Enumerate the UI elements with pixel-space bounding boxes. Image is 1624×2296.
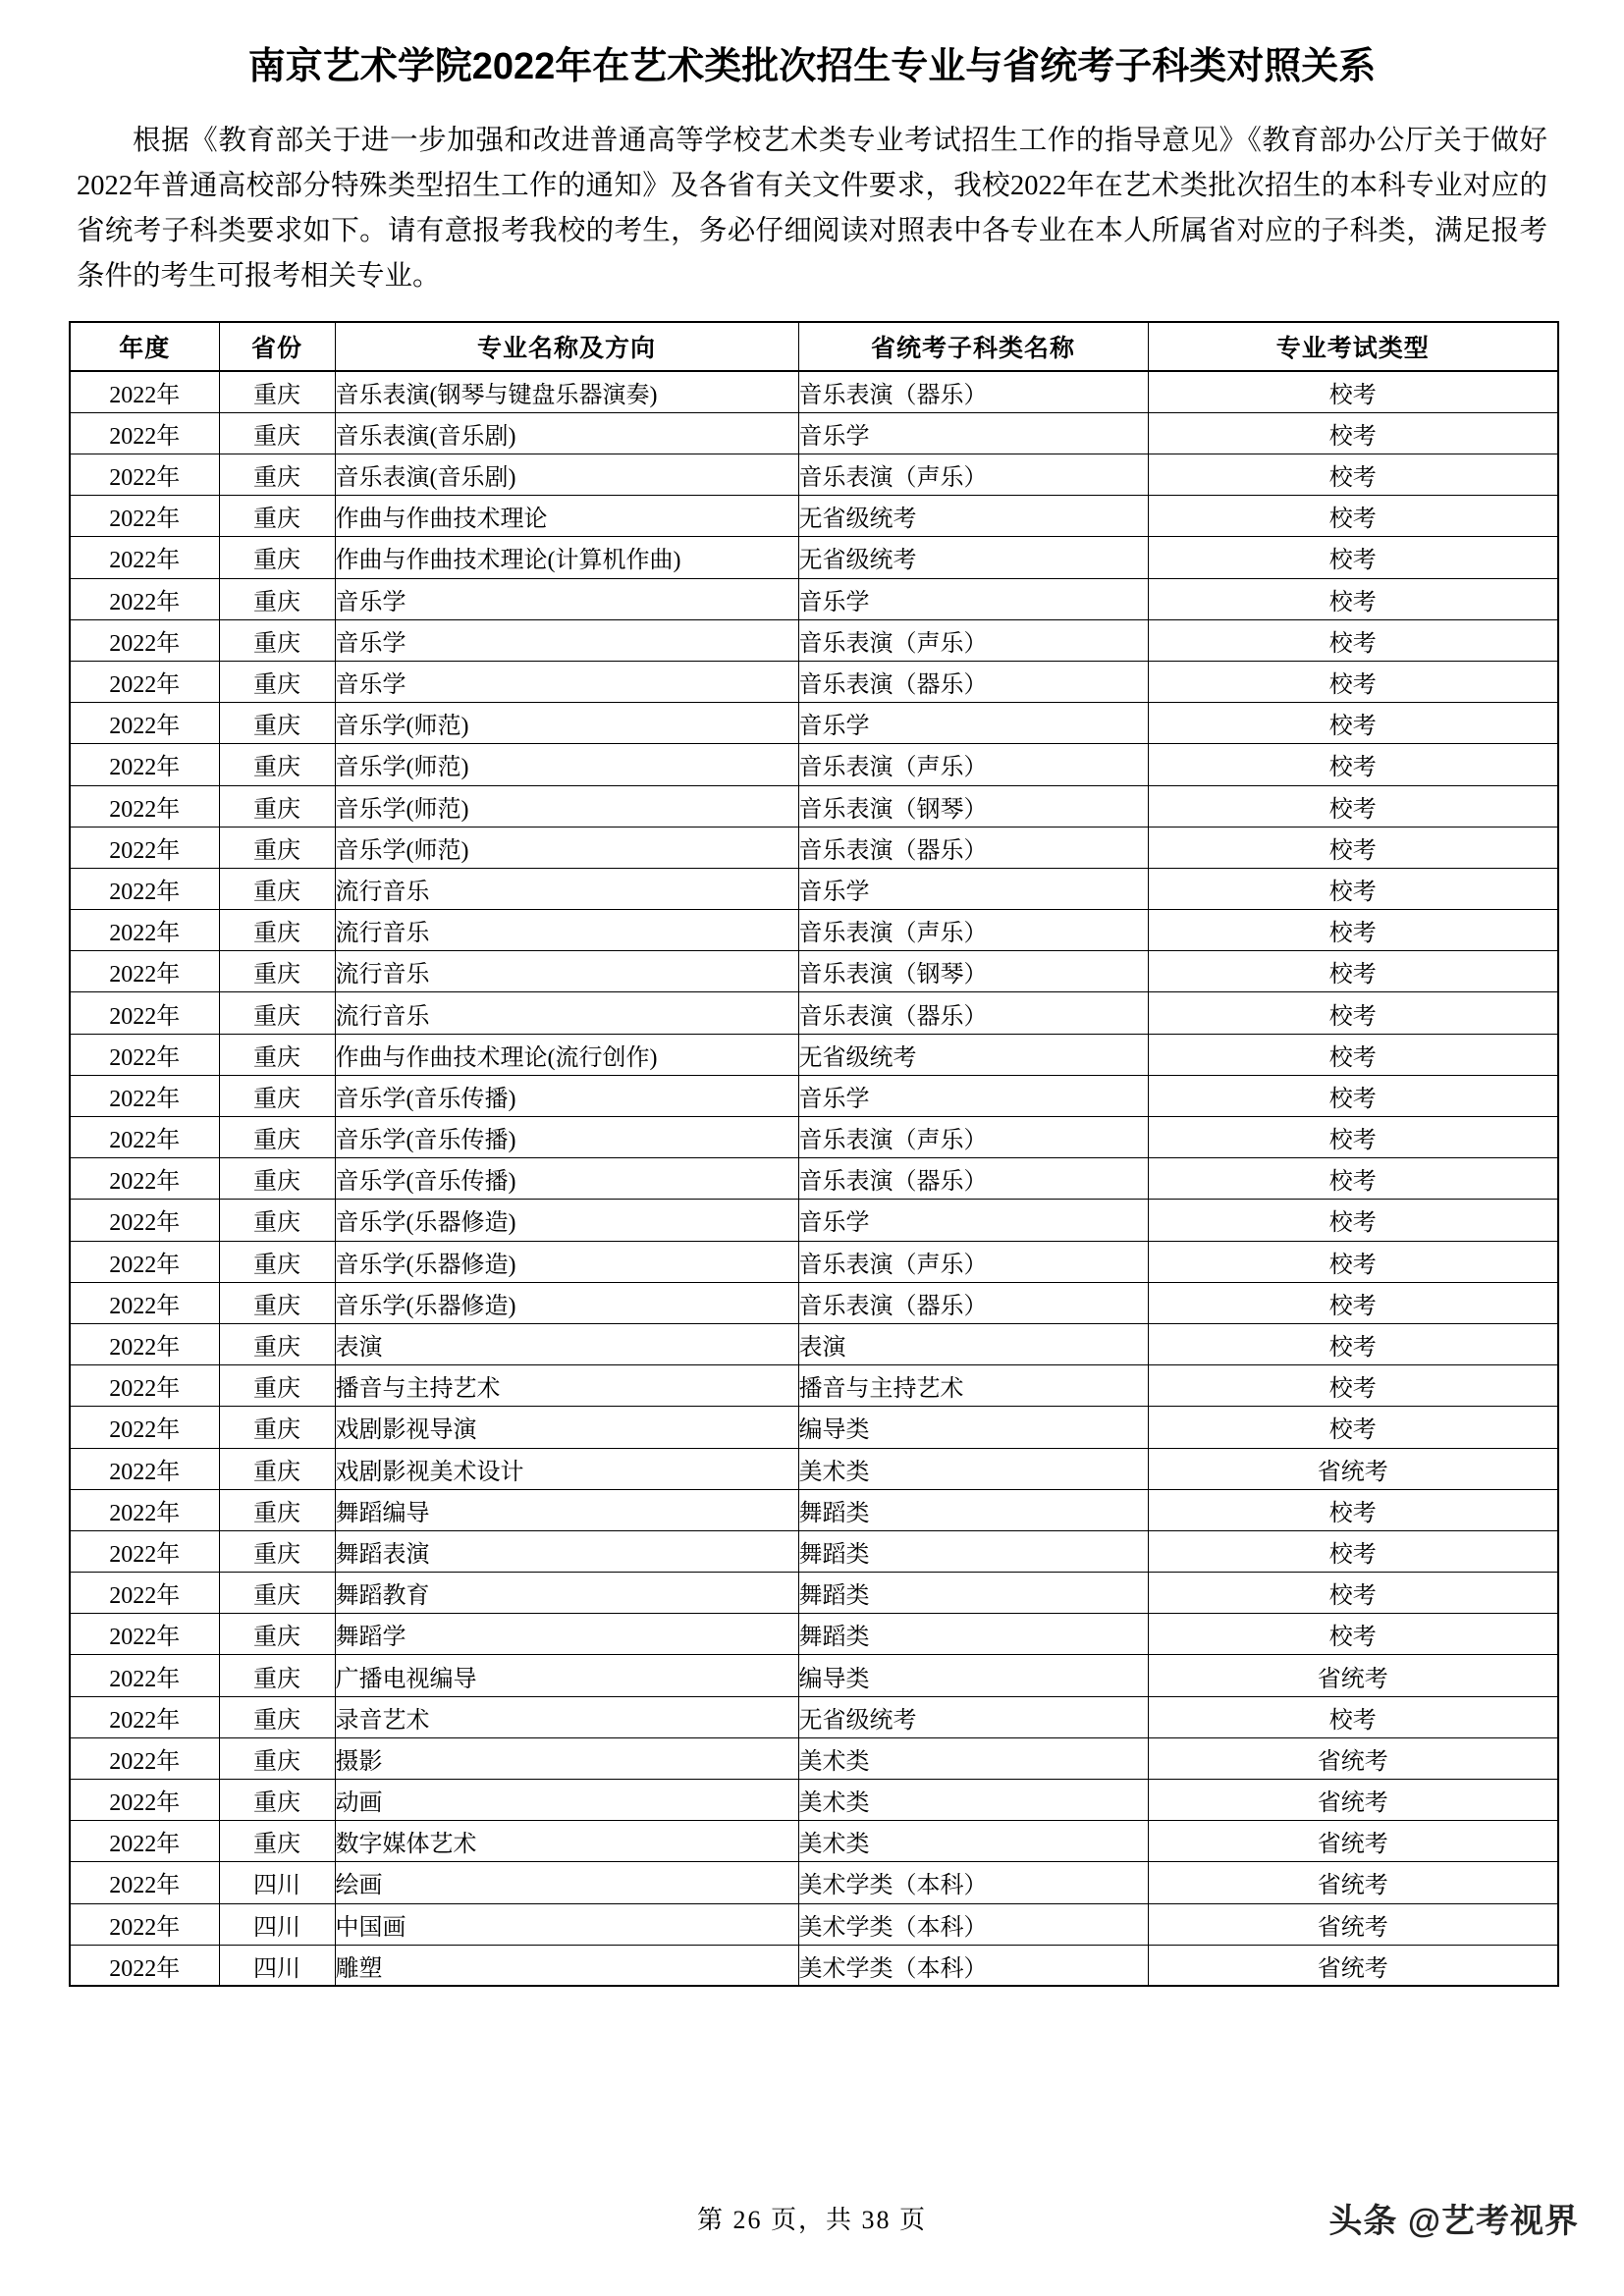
page-footer	[0, 2200, 1624, 2245]
table-row	[70, 1945, 1558, 1986]
table-row	[70, 1407, 1558, 1448]
cell-exam-type: 校考	[1148, 785, 1558, 827]
cell-exam-type: 校考	[1148, 1489, 1558, 1530]
cell-province: 重庆	[219, 1282, 335, 1323]
column-header-exam-type: 专业考试类型	[1148, 322, 1558, 371]
cell-subject: 音乐学	[798, 868, 1148, 909]
cell-subject: 美术学类（本科）	[798, 1945, 1148, 1986]
cell-province: 重庆	[219, 1448, 335, 1489]
cell-year: 2022年	[70, 1696, 219, 1737]
table-row	[70, 412, 1558, 454]
table-row	[70, 1903, 1558, 1945]
cell-year: 2022年	[70, 496, 219, 537]
cell-year: 2022年	[70, 785, 219, 827]
cell-exam-type: 省统考	[1148, 1903, 1558, 1945]
cell-province: 重庆	[219, 1780, 335, 1821]
cell-year: 2022年	[70, 703, 219, 744]
cell-exam-type: 校考	[1148, 578, 1558, 619]
cell-province: 重庆	[219, 454, 335, 496]
cell-exam-type: 校考	[1148, 661, 1558, 702]
cell-subject: 音乐学	[798, 412, 1148, 454]
cell-exam-type: 校考	[1148, 868, 1558, 909]
cell-exam-type: 校考	[1148, 1365, 1558, 1407]
page-title: 南京艺术学院2022年在艺术类批次招生专业与省统考子科类对照关系	[247, 46, 1377, 87]
cell-year: 2022年	[70, 1282, 219, 1323]
cell-province: 重庆	[219, 1530, 335, 1572]
cell-year: 2022年	[70, 1862, 219, 1903]
cell-major: 舞蹈编导	[335, 1489, 798, 1530]
cell-province: 重庆	[219, 1117, 335, 1158]
cell-year: 2022年	[70, 1075, 219, 1116]
cell-subject: 舞蹈类	[798, 1573, 1148, 1614]
cell-province: 重庆	[219, 1489, 335, 1530]
cell-year: 2022年	[70, 1448, 219, 1489]
cell-exam-type: 校考	[1148, 1573, 1558, 1614]
table-row	[70, 868, 1558, 909]
cell-year: 2022年	[70, 619, 219, 661]
cell-exam-type: 校考	[1148, 1282, 1558, 1323]
cell-exam-type: 省统考	[1148, 1448, 1558, 1489]
cell-major: 音乐学	[335, 619, 798, 661]
cell-year: 2022年	[70, 454, 219, 496]
cell-year: 2022年	[70, 868, 219, 909]
major-subject-comparison-table	[69, 321, 1559, 1987]
cell-subject: 音乐表演（器乐）	[798, 1158, 1148, 1200]
cell-year: 2022年	[70, 910, 219, 951]
cell-exam-type: 省统考	[1148, 1737, 1558, 1779]
cell-year: 2022年	[70, 1158, 219, 1200]
cell-exam-type: 省统考	[1148, 1780, 1558, 1821]
cell-major: 播音与主持艺术	[335, 1365, 798, 1407]
cell-province: 重庆	[219, 1821, 335, 1862]
cell-province: 重庆	[219, 537, 335, 578]
cell-province: 重庆	[219, 1200, 335, 1241]
table-row	[70, 454, 1558, 496]
cell-province: 重庆	[219, 1573, 335, 1614]
cell-major: 绘画	[335, 1862, 798, 1903]
cell-subject: 音乐学	[798, 578, 1148, 619]
cell-province: 重庆	[219, 910, 335, 951]
cell-exam-type: 省统考	[1148, 1655, 1558, 1696]
cell-major: 流行音乐	[335, 868, 798, 909]
cell-major: 音乐学(乐器修造)	[335, 1282, 798, 1323]
cell-province: 四川	[219, 1903, 335, 1945]
table-row	[70, 1158, 1558, 1200]
cell-subject: 美术类	[798, 1448, 1148, 1489]
cell-year: 2022年	[70, 1117, 219, 1158]
cell-major: 音乐学(师范)	[335, 785, 798, 827]
cell-exam-type: 校考	[1148, 992, 1558, 1034]
cell-subject: 无省级统考	[798, 1696, 1148, 1737]
cell-exam-type: 校考	[1148, 1158, 1558, 1200]
table-row	[70, 1365, 1558, 1407]
table-row	[70, 1780, 1558, 1821]
cell-major: 戏剧影视导演	[335, 1407, 798, 1448]
cell-province: 重庆	[219, 661, 335, 702]
cell-province: 重庆	[219, 1158, 335, 1200]
cell-major: 流行音乐	[335, 951, 798, 992]
table-row	[70, 1737, 1558, 1779]
cell-major: 舞蹈学	[335, 1614, 798, 1655]
cell-exam-type: 校考	[1148, 1075, 1558, 1116]
cell-major: 表演	[335, 1323, 798, 1364]
cell-exam-type: 校考	[1148, 1407, 1558, 1448]
comparison-table-wrapper	[69, 321, 1555, 1987]
cell-subject: 舞蹈类	[798, 1614, 1148, 1655]
cell-subject: 美术类	[798, 1737, 1148, 1779]
cell-subject: 无省级统考	[798, 1034, 1148, 1075]
cell-year: 2022年	[70, 578, 219, 619]
cell-major: 流行音乐	[335, 910, 798, 951]
cell-province: 重庆	[219, 868, 335, 909]
table-row	[70, 1573, 1558, 1614]
column-header-major: 专业名称及方向	[335, 322, 798, 371]
table-head	[70, 322, 1558, 371]
cell-subject: 美术类	[798, 1821, 1148, 1862]
cell-subject: 无省级统考	[798, 537, 1148, 578]
cell-subject: 美术学类（本科）	[798, 1903, 1148, 1945]
table-row	[70, 1323, 1558, 1364]
cell-year: 2022年	[70, 951, 219, 992]
cell-subject: 音乐表演（钢琴）	[798, 951, 1148, 992]
cell-province: 重庆	[219, 827, 335, 868]
cell-subject: 音乐表演（器乐）	[798, 827, 1148, 868]
cell-major: 音乐表演(音乐剧)	[335, 454, 798, 496]
cell-province: 重庆	[219, 578, 335, 619]
cell-exam-type: 校考	[1148, 537, 1558, 578]
cell-subject: 音乐表演（声乐）	[798, 744, 1148, 785]
table-row	[70, 1117, 1558, 1158]
cell-subject: 美术学类（本科）	[798, 1862, 1148, 1903]
cell-province: 重庆	[219, 1241, 335, 1282]
table-row	[70, 951, 1558, 992]
table-row	[70, 1241, 1558, 1282]
cell-exam-type: 校考	[1148, 1696, 1558, 1737]
cell-major: 雕塑	[335, 1945, 798, 1986]
cell-major: 音乐表演(钢琴与键盘乐器演奏)	[335, 371, 798, 412]
cell-subject: 舞蹈类	[798, 1489, 1148, 1530]
cell-subject: 美术类	[798, 1780, 1148, 1821]
cell-exam-type: 校考	[1148, 1034, 1558, 1075]
cell-exam-type: 校考	[1148, 412, 1558, 454]
cell-subject: 音乐表演（声乐）	[798, 454, 1148, 496]
cell-year: 2022年	[70, 827, 219, 868]
cell-exam-type: 校考	[1148, 1323, 1558, 1364]
cell-subject: 音乐表演（钢琴）	[798, 785, 1148, 827]
cell-major: 戏剧影视美术设计	[335, 1448, 798, 1489]
cell-subject: 音乐表演（声乐）	[798, 619, 1148, 661]
cell-province: 四川	[219, 1945, 335, 1986]
column-header-subject: 省统考子科类名称	[798, 322, 1148, 371]
cell-year: 2022年	[70, 1034, 219, 1075]
cell-year: 2022年	[70, 1530, 219, 1572]
cell-major: 音乐学	[335, 661, 798, 702]
cell-major: 舞蹈教育	[335, 1573, 798, 1614]
cell-subject: 音乐表演（器乐）	[798, 992, 1148, 1034]
table-row	[70, 1696, 1558, 1737]
cell-province: 重庆	[219, 951, 335, 992]
cell-major: 音乐学(乐器修造)	[335, 1200, 798, 1241]
table-row	[70, 1034, 1558, 1075]
cell-year: 2022年	[70, 1737, 219, 1779]
cell-exam-type: 校考	[1148, 1614, 1558, 1655]
table-row	[70, 371, 1558, 412]
cell-year: 2022年	[70, 1614, 219, 1655]
intro-paragraph: 根据《教育部关于进一步加强和改进普通高等学校艺术类专业考试招生工作的指导意见》《教育部办公厅关于做好2022年普通高校部分特殊类型招生工作的通知》及各省有关文件要求，我校2022年在艺术类批次招生的本科专业对应的省统考子科类要求如下。请有意报考我校的考生，务必仔细阅读对照表中各专业在本人所属省对应的子科类，满足报考条件的考生可报考相关专业。	[77, 125, 1547, 292]
cell-major: 音乐学(音乐传播)	[335, 1117, 798, 1158]
cell-year: 2022年	[70, 1573, 219, 1614]
page-number: 第 26 页，共 38 页	[696, 2206, 927, 2234]
cell-exam-type: 校考	[1148, 703, 1558, 744]
cell-exam-type: 校考	[1148, 496, 1558, 537]
cell-province: 重庆	[219, 1323, 335, 1364]
cell-major: 动画	[335, 1780, 798, 1821]
cell-subject: 音乐学	[798, 703, 1148, 744]
cell-year: 2022年	[70, 1945, 219, 1986]
cell-province: 重庆	[219, 619, 335, 661]
cell-province: 重庆	[219, 496, 335, 537]
table-row	[70, 1530, 1558, 1572]
cell-province: 重庆	[219, 371, 335, 412]
cell-major: 音乐学(师范)	[335, 744, 798, 785]
cell-major: 流行音乐	[335, 992, 798, 1034]
column-header-year: 年度	[70, 322, 219, 371]
cell-province: 重庆	[219, 703, 335, 744]
table-row	[70, 703, 1558, 744]
column-header-province: 省份	[219, 322, 335, 371]
table-row	[70, 1821, 1558, 1862]
cell-exam-type: 省统考	[1148, 1862, 1558, 1903]
cell-major: 作曲与作曲技术理论	[335, 496, 798, 537]
cell-subject: 音乐表演（器乐）	[798, 371, 1148, 412]
cell-year: 2022年	[70, 992, 219, 1034]
watermark: 头条 @艺考视界	[1328, 2203, 1579, 2240]
cell-subject: 音乐表演（声乐）	[798, 1241, 1148, 1282]
cell-year: 2022年	[70, 412, 219, 454]
table-row	[70, 578, 1558, 619]
cell-exam-type: 省统考	[1148, 1945, 1558, 1986]
cell-major: 中国画	[335, 1903, 798, 1945]
cell-major: 音乐表演(音乐剧)	[335, 412, 798, 454]
cell-year: 2022年	[70, 1655, 219, 1696]
cell-year: 2022年	[70, 1407, 219, 1448]
table-row	[70, 1655, 1558, 1696]
cell-province: 重庆	[219, 744, 335, 785]
cell-province: 重庆	[219, 412, 335, 454]
cell-year: 2022年	[70, 1903, 219, 1945]
cell-major: 音乐学	[335, 578, 798, 619]
cell-year: 2022年	[70, 1241, 219, 1282]
table-row	[70, 537, 1558, 578]
table-row	[70, 661, 1558, 702]
cell-province: 重庆	[219, 1034, 335, 1075]
cell-year: 2022年	[70, 1200, 219, 1241]
cell-subject: 舞蹈类	[798, 1530, 1148, 1572]
table-body	[70, 371, 1558, 1986]
table-header-row	[70, 322, 1558, 371]
cell-subject: 音乐学	[798, 1200, 1148, 1241]
cell-subject: 音乐表演（声乐）	[798, 910, 1148, 951]
cell-major: 作曲与作曲技术理论(流行创作)	[335, 1034, 798, 1075]
cell-exam-type: 校考	[1148, 744, 1558, 785]
cell-year: 2022年	[70, 661, 219, 702]
cell-major: 作曲与作曲技术理论(计算机作曲)	[335, 537, 798, 578]
cell-subject: 音乐表演（声乐）	[798, 1117, 1148, 1158]
cell-subject: 表演	[798, 1323, 1148, 1364]
cell-year: 2022年	[70, 537, 219, 578]
cell-major: 数字媒体艺术	[335, 1821, 798, 1862]
cell-subject: 音乐表演（器乐）	[798, 661, 1148, 702]
cell-exam-type: 校考	[1148, 951, 1558, 992]
cell-exam-type: 省统考	[1148, 1821, 1558, 1862]
cell-province: 重庆	[219, 1075, 335, 1116]
cell-major: 音乐学(音乐传播)	[335, 1075, 798, 1116]
cell-exam-type: 校考	[1148, 619, 1558, 661]
cell-exam-type: 校考	[1148, 1200, 1558, 1241]
cell-exam-type: 校考	[1148, 1117, 1558, 1158]
table-row	[70, 1282, 1558, 1323]
table-row	[70, 1448, 1558, 1489]
cell-year: 2022年	[70, 1323, 219, 1364]
cell-subject: 音乐表演（器乐）	[798, 1282, 1148, 1323]
table-row	[70, 619, 1558, 661]
cell-major: 音乐学(音乐传播)	[335, 1158, 798, 1200]
table-row	[70, 496, 1558, 537]
table-row	[70, 744, 1558, 785]
table-row	[70, 827, 1558, 868]
cell-major: 音乐学(乐器修造)	[335, 1241, 798, 1282]
cell-province: 重庆	[219, 1407, 335, 1448]
cell-year: 2022年	[70, 744, 219, 785]
cell-province: 重庆	[219, 1614, 335, 1655]
cell-major: 舞蹈表演	[335, 1530, 798, 1572]
cell-province: 重庆	[219, 1737, 335, 1779]
cell-province: 四川	[219, 1862, 335, 1903]
cell-year: 2022年	[70, 1821, 219, 1862]
cell-subject: 音乐学	[798, 1075, 1148, 1116]
cell-province: 重庆	[219, 1655, 335, 1696]
cell-year: 2022年	[70, 371, 219, 412]
cell-subject: 无省级统考	[798, 496, 1148, 537]
cell-major: 音乐学(师范)	[335, 827, 798, 868]
cell-major: 录音艺术	[335, 1696, 798, 1737]
table-row	[70, 1614, 1558, 1655]
table-row	[70, 785, 1558, 827]
cell-exam-type: 校考	[1148, 1241, 1558, 1282]
cell-year: 2022年	[70, 1489, 219, 1530]
cell-province: 重庆	[219, 785, 335, 827]
cell-year: 2022年	[70, 1780, 219, 1821]
cell-major: 摄影	[335, 1737, 798, 1779]
table-row	[70, 1489, 1558, 1530]
cell-province: 重庆	[219, 992, 335, 1034]
cell-major: 音乐学(师范)	[335, 703, 798, 744]
cell-exam-type: 校考	[1148, 371, 1558, 412]
cell-year: 2022年	[70, 1365, 219, 1407]
cell-province: 重庆	[219, 1365, 335, 1407]
table-row	[70, 910, 1558, 951]
table-row	[70, 1200, 1558, 1241]
table-row	[70, 1862, 1558, 1903]
cell-exam-type: 校考	[1148, 910, 1558, 951]
cell-province: 重庆	[219, 1696, 335, 1737]
cell-exam-type: 校考	[1148, 454, 1558, 496]
cell-major: 广播电视编导	[335, 1655, 798, 1696]
cell-exam-type: 校考	[1148, 827, 1558, 868]
cell-subject: 播音与主持艺术	[798, 1365, 1148, 1407]
cell-exam-type: 校考	[1148, 1530, 1558, 1572]
cell-subject: 编导类	[798, 1407, 1148, 1448]
cell-subject: 编导类	[798, 1655, 1148, 1696]
table-row	[70, 992, 1558, 1034]
table-row	[70, 1075, 1558, 1116]
